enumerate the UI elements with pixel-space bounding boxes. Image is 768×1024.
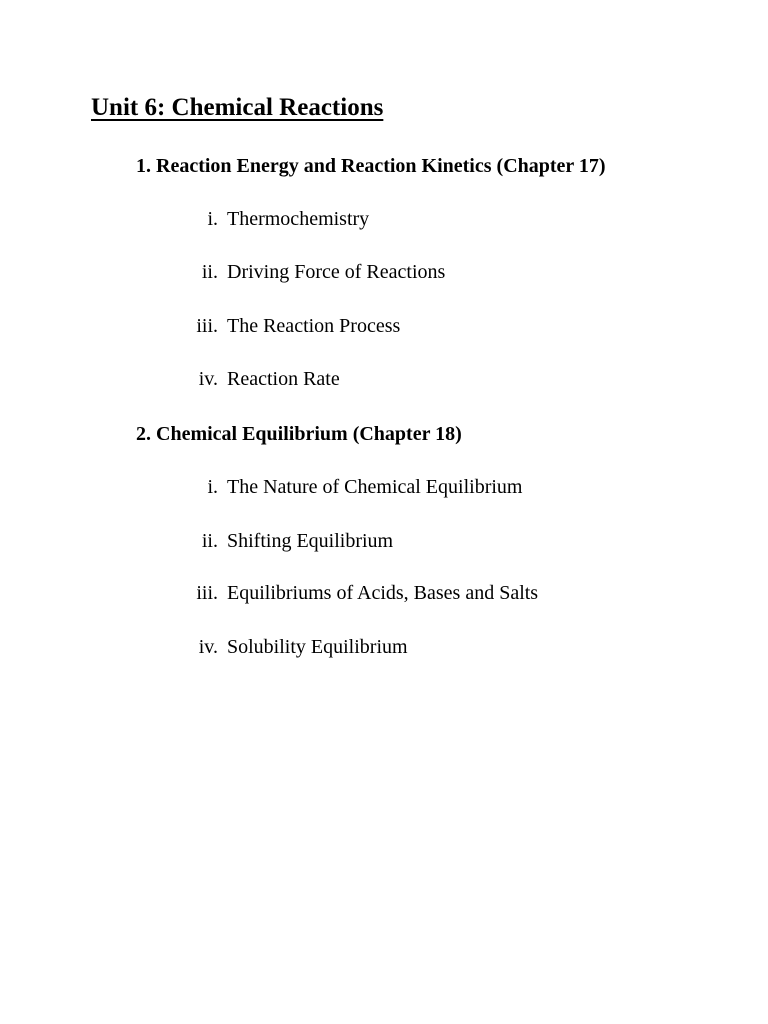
- list-numeral: ii.: [201, 530, 218, 552]
- list-item-text: Solubility Equilibrium: [227, 636, 408, 658]
- list-numeral: i.: [207, 476, 218, 498]
- page-title: Unit 6: Chemical Reactions: [91, 94, 384, 121]
- list-item: [160, 528, 720, 554]
- list-item-text: Shifting Equilibrium: [227, 530, 394, 552]
- list-item-text: Equilibriums of Acids, Bases and Salts: [227, 582, 539, 604]
- list-item: [160, 474, 720, 500]
- section-heading-1: 1. Reaction Energy and Reaction Kinetics (Chapter 17): [136, 155, 606, 177]
- list-item-text: Driving Force of Reactions: [227, 261, 446, 283]
- section-heading-2: 2. Chemical Equilibrium (Chapter 18): [136, 423, 462, 445]
- list-numeral: iv.: [198, 636, 218, 658]
- list-item: [160, 634, 720, 660]
- list-item-text: Thermochemistry: [227, 208, 370, 230]
- list-item: [160, 366, 720, 392]
- list-item: [160, 313, 720, 339]
- list-item: [160, 206, 720, 232]
- list-numeral: iii.: [196, 582, 218, 604]
- list-numeral: ii.: [201, 261, 218, 283]
- list-item: [160, 580, 720, 606]
- list-numeral: i.: [207, 208, 218, 230]
- list-item-text: The Nature of Chemical Equilibrium: [227, 476, 523, 498]
- list-item-text: The Reaction Process: [227, 315, 401, 337]
- list-numeral: iv.: [198, 368, 218, 390]
- list-numeral: iii.: [196, 315, 218, 337]
- list-item: [160, 259, 720, 285]
- list-item-text: Reaction Rate: [227, 368, 340, 390]
